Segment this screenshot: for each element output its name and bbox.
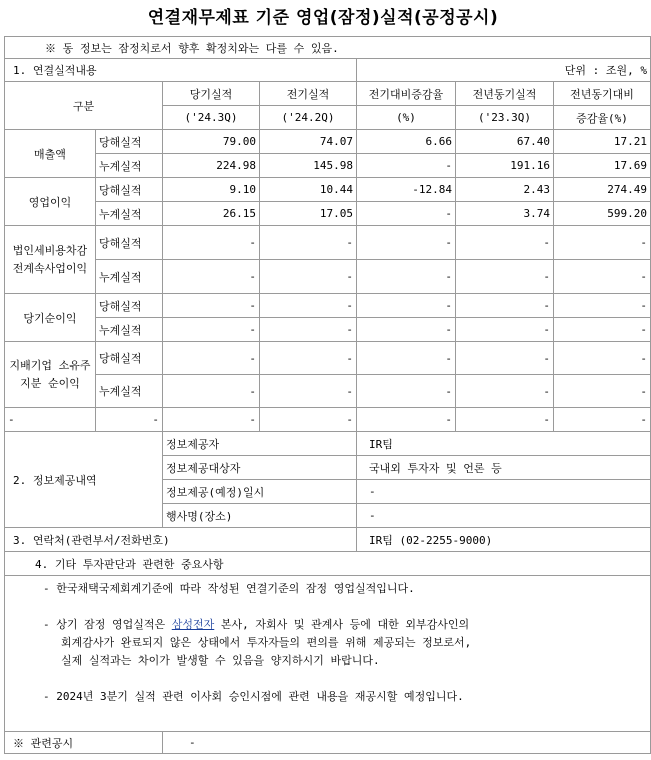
cell-yoy: 599.20 — [554, 202, 651, 226]
info-key: 정보제공자 — [163, 432, 357, 456]
unit-label: 단위 : 조원, % — [357, 59, 651, 82]
col-header-category: 구분 — [5, 82, 163, 130]
cell-qoq: - — [357, 375, 456, 408]
cell-yoy: - — [554, 260, 651, 294]
table-row — [5, 342, 651, 375]
cell-last-year: - — [456, 260, 554, 294]
cell-current: - — [163, 294, 260, 318]
row-group-label: 지배기업 소유주지분 순이익 — [5, 342, 96, 408]
table-row — [5, 408, 651, 432]
row-sub-label: 당해실적 — [96, 226, 163, 260]
cell-yoy: - — [554, 342, 651, 375]
section2-label: 2. 정보제공내역 — [5, 432, 163, 528]
cell-qoq: -12.84 — [357, 178, 456, 202]
memo-line: - 2024년 3분기 실적 관련 이사회 승인시점에 관련 내용을 재공시할 예정입니다. — [43, 690, 464, 703]
notice-row — [5, 37, 651, 59]
memo-line-pre: - 상기 잠정 영업실적은 — [43, 618, 172, 631]
row-sub-label: 누계실적 — [96, 375, 163, 408]
section4-header-row — [5, 552, 651, 576]
cell-current: - — [163, 342, 260, 375]
table-row — [5, 260, 651, 294]
table-row — [5, 130, 651, 154]
cell-previous: - — [260, 342, 357, 375]
col-header-current: 당기실적 — [163, 82, 260, 106]
memo-cell — [5, 576, 651, 732]
table-row — [5, 178, 651, 202]
contact-value: IR팀 (02-2255-9000) — [357, 528, 651, 552]
cell-last-year: 2.43 — [456, 178, 554, 202]
cell-previous: 17.05 — [260, 202, 357, 226]
row-group-label: - — [5, 408, 96, 432]
cell-current: - — [163, 260, 260, 294]
info-key: 행사명(장소) — [163, 504, 357, 528]
row-sub-label: 누계실적 — [96, 202, 163, 226]
cell-current: - — [163, 318, 260, 342]
column-header-row-1 — [5, 82, 651, 106]
memo-line-post: 본사, 자회사 및 관계사 등에 대한 외부감사인의 — [214, 618, 470, 631]
memo-line: 실제 실적과는 차이가 발생할 수 있음을 양지하시기 바랍니다. — [61, 654, 380, 667]
col-header-last-year: 전년동기실적 — [456, 82, 554, 106]
row-sub-label: - — [96, 408, 163, 432]
cell-previous: 145.98 — [260, 154, 357, 178]
cell-yoy: - — [554, 294, 651, 318]
col-header-qoq: 전기대비증감율 — [357, 82, 456, 106]
cell-current: 26.15 — [163, 202, 260, 226]
cell-yoy: 17.69 — [554, 154, 651, 178]
cell-last-year: 191.16 — [456, 154, 554, 178]
table-row — [5, 226, 651, 260]
table-row — [5, 154, 651, 178]
cell-yoy: - — [554, 408, 651, 432]
row-sub-label: 당해실적 — [96, 178, 163, 202]
cell-qoq: - — [357, 260, 456, 294]
cell-previous: - — [260, 294, 357, 318]
cell-yoy: 17.21 — [554, 130, 651, 154]
cell-previous: - — [260, 318, 357, 342]
cell-previous: 10.44 — [260, 178, 357, 202]
cell-current: 9.10 — [163, 178, 260, 202]
cell-qoq: - — [357, 154, 456, 178]
info-value: 국내외 투자자 및 언론 등 — [357, 456, 651, 480]
cell-previous: - — [260, 226, 357, 260]
row-group-label: 매출액 — [5, 130, 96, 178]
memo-line: 회계감사가 완료되지 않은 상태에서 투자자들의 편의를 위해 제공되는 정보로서, — [61, 636, 472, 649]
table-row — [5, 202, 651, 226]
row-group-label: 영업이익 — [5, 178, 96, 226]
table-row — [5, 294, 651, 318]
cell-previous: - — [260, 375, 357, 408]
cell-current: 79.00 — [163, 130, 260, 154]
info-value: - — [357, 504, 651, 528]
info-value: IR팀 — [357, 432, 651, 456]
cell-qoq: - — [357, 342, 456, 375]
col-header-previous-period: ('24.2Q) — [260, 106, 357, 130]
col-header-current-period: ('24.3Q) — [163, 106, 260, 130]
cell-qoq: - — [357, 202, 456, 226]
memo-line: - 한국채택국제회계기준에 따라 작성된 연결기준의 잠정 영업실적입니다. — [43, 582, 415, 595]
info-key: 정보제공(예정)일시 — [163, 480, 357, 504]
table-row — [5, 375, 651, 408]
company-link[interactable]: 삼성전자 — [171, 618, 215, 631]
cell-previous: - — [260, 408, 357, 432]
related-label: ※ 관련공시 — [5, 732, 163, 754]
section3-label: 3. 연락처(관련부서/전화번호) — [5, 528, 357, 552]
section1-label: 1. 연결실적내용 — [5, 59, 357, 82]
row-sub-label: 당해실적 — [96, 294, 163, 318]
cell-current: 224.98 — [163, 154, 260, 178]
table-row — [5, 318, 651, 342]
related-row — [5, 732, 651, 754]
memo-row — [5, 576, 651, 732]
cell-qoq: - — [357, 318, 456, 342]
cell-qoq: - — [357, 294, 456, 318]
info-key: 정보제공대상자 — [163, 456, 357, 480]
cell-current: - — [163, 408, 260, 432]
row-group-label: 법인세비용차감전계속사업이익 — [5, 226, 96, 294]
contact-row — [5, 528, 651, 552]
disclosure-table — [4, 36, 651, 754]
cell-yoy: - — [554, 375, 651, 408]
cell-last-year: - — [456, 294, 554, 318]
cell-last-year: - — [456, 226, 554, 260]
cell-yoy: 274.49 — [554, 178, 651, 202]
row-sub-label: 누계실적 — [96, 154, 163, 178]
cell-last-year: 67.40 — [456, 130, 554, 154]
row-sub-label: 당해실적 — [96, 342, 163, 375]
cell-previous: - — [260, 260, 357, 294]
info-row — [5, 432, 651, 456]
cell-qoq: - — [357, 226, 456, 260]
cell-current: - — [163, 226, 260, 260]
page-title: 연결재무제표 기준 영업(잠정)실적(공정공시) — [147, 8, 499, 28]
cell-previous: 74.07 — [260, 130, 357, 154]
col-header-previous: 전기실적 — [260, 82, 357, 106]
info-value: - — [357, 480, 651, 504]
row-sub-label: 당해실적 — [96, 130, 163, 154]
memo-line — [19, 616, 640, 634]
notice-text: ※ 동 정보는 잠정치로서 향후 확정치와는 다를 수 있음. — [5, 37, 651, 59]
related-value: - — [163, 732, 651, 754]
row-sub-label: 누계실적 — [96, 318, 163, 342]
col-header-qoq-unit: (%) — [357, 106, 456, 130]
cell-last-year: - — [456, 342, 554, 375]
cell-yoy: - — [554, 226, 651, 260]
col-header-last-year-period: ('23.3Q) — [456, 106, 554, 130]
col-header-yoy-unit: 증감율(%) — [554, 106, 651, 130]
col-header-yoy: 전년동기대비 — [554, 82, 651, 106]
cell-last-year: - — [456, 375, 554, 408]
cell-last-year: 3.74 — [456, 202, 554, 226]
section4-label: 4. 기타 투자판단과 관련한 중요사항 — [5, 552, 651, 576]
cell-current: - — [163, 375, 260, 408]
cell-last-year: - — [456, 318, 554, 342]
cell-qoq: 6.66 — [357, 130, 456, 154]
cell-last-year: - — [456, 408, 554, 432]
row-sub-label: 누계실적 — [96, 260, 163, 294]
cell-yoy: - — [554, 318, 651, 342]
section1-header-row — [5, 59, 651, 82]
row-group-label: 당기순이익 — [5, 294, 96, 342]
cell-qoq: - — [357, 408, 456, 432]
